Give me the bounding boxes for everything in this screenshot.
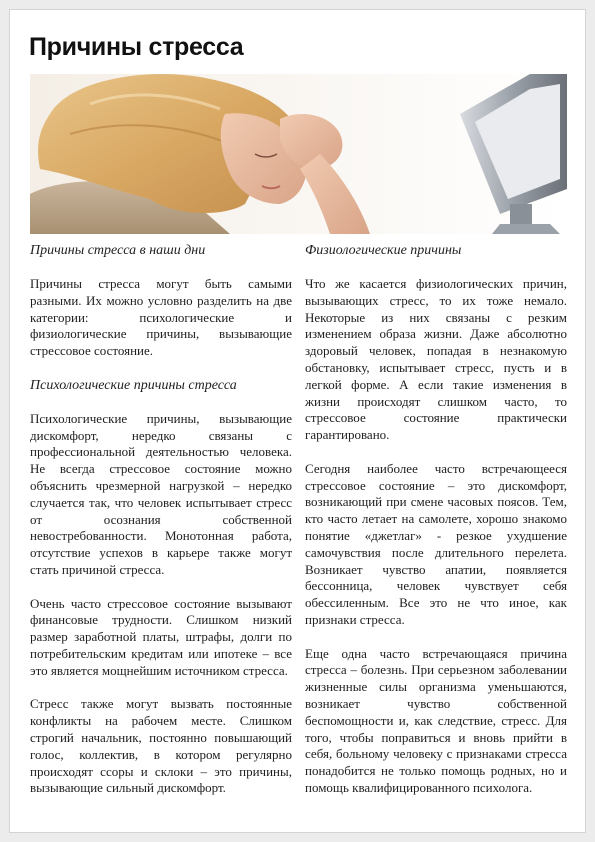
left-column [30, 242, 292, 814]
paragraph-psychological-1: Психологические причины, вызывающие дискомфорт, нередко связаны с профессиональной деятельностью человека. Не всегда стрессовое состояние можно объяснить чрезмерной нагрузкой – нередко случается так, что человек испытывает стресс от осознания собственной невостребованности. Монотонная работа, отсутствие успехов в карьере также могут стать причиной стресса. [30, 410, 292, 577]
section-heading-modern-causes: Причины стресса в наши дни [30, 243, 206, 258]
paragraph-psychological-2: Очень часто стрессовое состояние вызывают финансовые трудности. Слишком низкий размер заработной платы, штрафы, долги по потребительским кредитам или ипотеке – все это является мощнейшим источником стресса. [30, 595, 292, 678]
paragraph-intro: Причины стресса могут быть самыми разными. Их можно условно разделить на две категории: психологические и физиологические причины, вызывающие стрессовое состояние. [30, 276, 292, 359]
right-column [305, 242, 567, 814]
document-page [9, 9, 586, 833]
stressed-woman-photo-icon [30, 74, 567, 234]
paragraph-physiological-1: Что же касается физиологических причин, вызывающих стресс, то их тоже немало. Некоторые из них связаны с резким изменением образа жизни. Даже абсолютно здоровый человек, попадая в незнакомую обстановку, испытывает стресс, пусть и в легкой форме. А если такие изменения в жизни происходят слишком часто, то стрессовое состояние практически гарантировано. [305, 276, 567, 443]
paragraph-psychological-3: Стресс также могут вызвать постоянные конфликты на рабочем месте. Слишком строгий начальник, постоянно повышающий голос, коллектив, в котором регулярно происходят ссоры и склоки – это причины, вызывающие сильный дискомфорт. [30, 696, 292, 796]
section-heading-psychological: Психологические причины стресса [30, 377, 237, 393]
paragraph-physiological-2: Сегодня наиболее часто встречающееся стрессовое состояние – это дискомфорт, возникающий при смене часовых поясов. Тем, кто часто летает на самолете, хорошо знакомо понятие «джетлаг» - резкое ухудшение самочувствия после длительного перелета. Возникает чувство апатии, появляется бессонница, человек чувствует себя обессиленным. Все это не что иное, как признаки стресса. [305, 460, 567, 627]
paragraph-physiological-3: Еще одна часто встречающаяся причина стресса – болезнь. При серьезном заболевании жизненные силы организма уменьшаются, возникает чувство собственной беспомощности и, как следствие, стресс. Для того, чтобы поправиться и вновь прийти в себя, больному человеку с признаками стресса понадобится не только помощь родных, но и помощь квалифицированного психолога. [305, 645, 567, 795]
hero-photo [30, 74, 567, 234]
section-heading-physiological: Физиологические причины [305, 243, 462, 258]
page-title: Причины стресса [29, 33, 244, 61]
